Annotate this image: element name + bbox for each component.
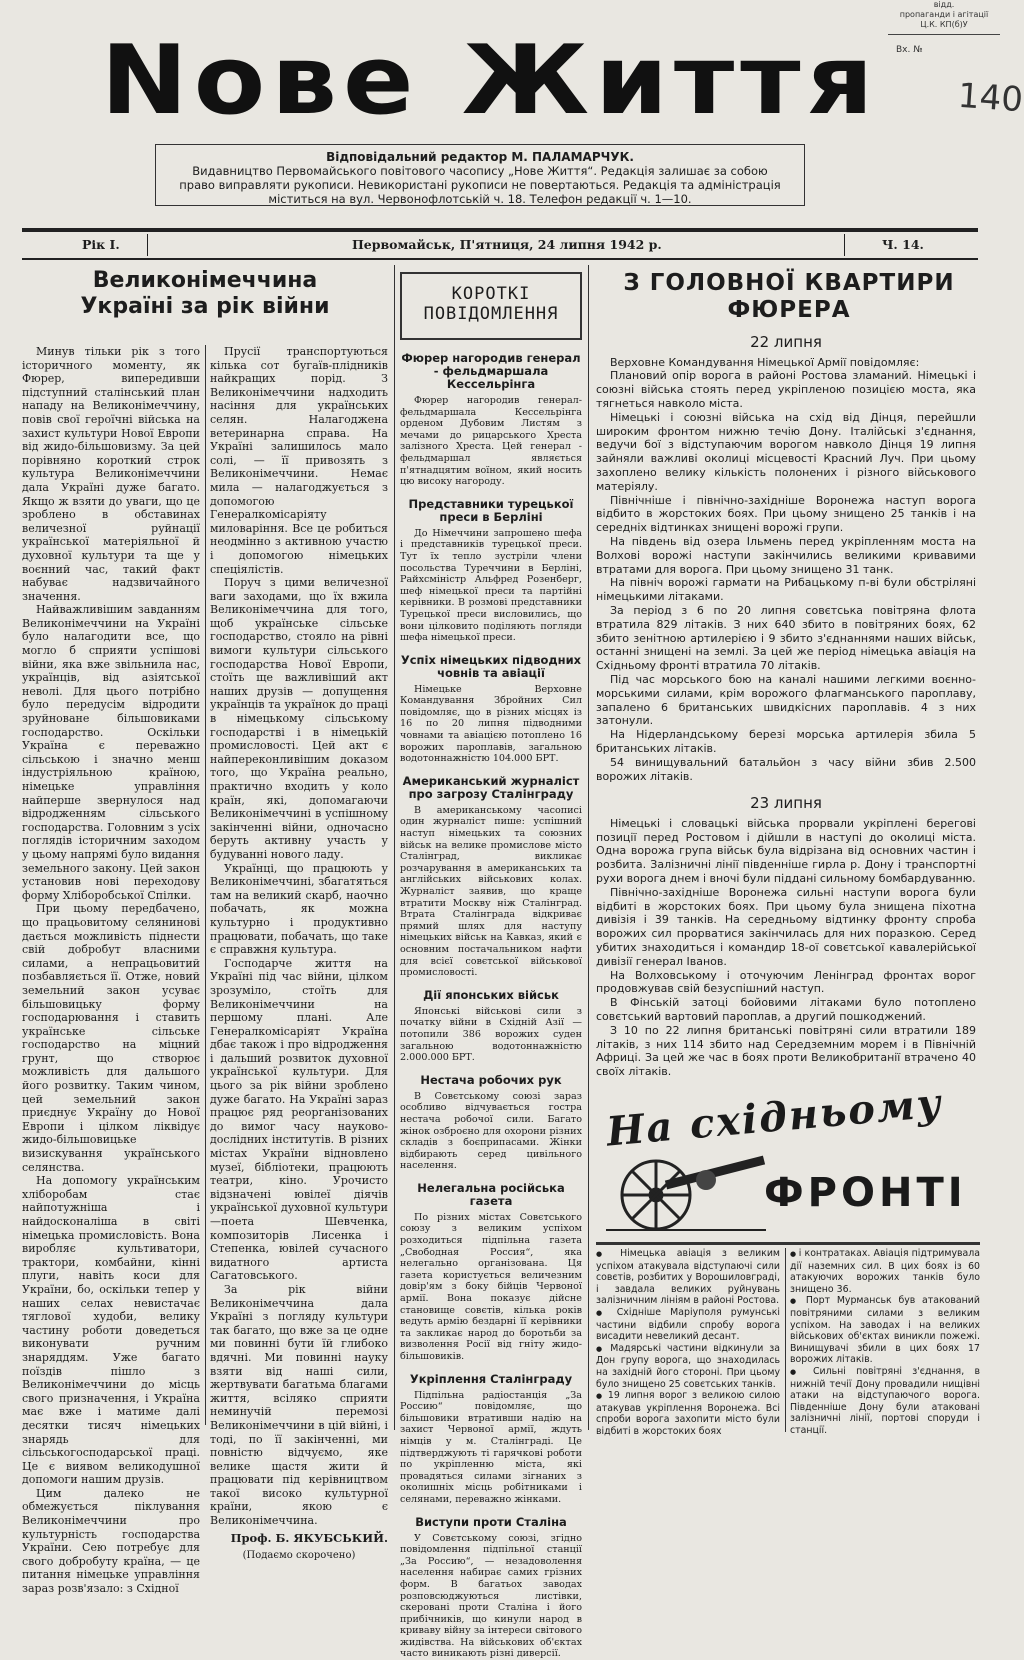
report-paragraph: Верховне Командування Німецької Армії повідомляє: xyxy=(610,355,920,369)
imprint-line: міститься на вул. Червонофлотській ч. 18. Телефон редакції ч. 1—10. xyxy=(268,192,692,206)
report-paragraph: 54 винищувальний батальйон з часу війни збив 2.500 ворожих літаків. xyxy=(596,755,976,783)
divider xyxy=(147,234,148,256)
handwritten-number: 140 xyxy=(956,75,1024,121)
article-column-1 xyxy=(22,345,200,1596)
article-header xyxy=(22,268,388,338)
article-paragraph: Цим далеко не обмежується піклування Великонімеччини про культурність господарства України. Сею потребує для свого добробуту країна, — це питання німецьке управління зараз розв'язало: з Східної xyxy=(22,1486,200,1596)
east-front-title: На східньому xyxy=(604,1079,945,1156)
imprint-line: право виправляти рукописи. Невикористані рукописи не повертаються. Редакція та адміністрація xyxy=(179,178,781,192)
east-front-item: ● Німецька авіація з великим успіхом атакувала відступаючі сили совєтів, розбитих у Ворошиловграді, і завдала великих руйнувань залізничним лініям в районі Ростова. xyxy=(596,1248,780,1307)
issue-info-bar xyxy=(22,232,978,258)
article-column-2 xyxy=(210,345,388,1562)
article-paragraph: Прусії транспортуються кілька сот бугаїв-плідників найкращих порід. З Великонімеччини надходить насіння для українських селян. Налагоджена ветеринарна справа. На Україні залишилось мало солі, — її привозять з Великонімеччини. Немає мила — налагоджується з допомогою Генералкомісаріяту миловаріння. Все це робиться неодмінно з активною участю і допомогою німецьких спеціялістів. xyxy=(210,345,388,576)
column-divider xyxy=(588,265,589,1430)
article-paragraph: За рік війни Великонімеччина дала Україні з погляду культури так багато, що вже за це одне ми повинні бути їй глибоко вдячні. Ми повинні науку взяти від наші сили, жертвувати багатьма благами життя, всіляко сприяти неминучій перемозі Великонімеччини в цій війні, і тоді, по її закінченні, ми повністю відчуємо, яке велике щастя жити й працювати під керівництвом такої високо культурної країни, якою є Великонімеччина. xyxy=(210,1282,388,1528)
report-paragraph: З 10 по 22 липня британські повітряні сили втратили 189 літаків, з них 114 збито над Середземним морем і в Північній Африці. За цей же час в боях проти Великобританії втрачено 40 своїх літаків. xyxy=(596,1023,976,1079)
column-divider xyxy=(205,345,206,1425)
east-front-rule xyxy=(596,1242,980,1245)
report-date: 23 липня xyxy=(750,794,822,813)
report-paragraph: За період з 6 по 20 липня совєтська повітряна флота втратила 829 літаків. З них 640 збито в повітряних боях, 62 збито зенітною артилерією і 9 збито з'єднаннями наших військ, останні знищені на землі. За цей же період німецька авіація на Східньому фронті втратила 70 літаків. xyxy=(596,603,976,673)
article-paragraph: Минув тільки рік з того історичного моменту, як Фюрер, випередивши підступний сталінський план нападу на Великонімеччину, повів свої героїчні війська на захист культури Нової Европи від жидо-більшовизму. За цей порівняно короткий строк культура Великонімеччини дала Україні дуже багато. Якщо ж взяти до уваги, що це зроблено в обставинах величезної руйнації української матеріяльної й духовної культури та ще у воєнний час, такий факт набуває надзвичайного значення. xyxy=(22,345,200,603)
brief-headline: Виступи проти Сталіна xyxy=(415,1514,567,1529)
issue-date: Первомайськ, П'ятниця, 24 липня 1942 р. xyxy=(352,237,662,252)
brief-headline: Дії японських військ xyxy=(423,987,559,1002)
east-front-item: ● і контратаках. Авіація підтримувала дії наземних сил. В цих боях із 60 атакуючих ворожих танків було знищено 36. xyxy=(790,1248,980,1295)
east-front-column-1 xyxy=(596,1248,780,1437)
editor-line: Відповідальний редактор М. ПАЛАМАРЧУК. xyxy=(326,150,634,164)
brief-headline: Нелегальна російська газета xyxy=(417,1180,565,1208)
briefs-column xyxy=(400,342,582,1660)
header-rule xyxy=(22,258,978,260)
brief-headline: Фюрер нагородив генерал - фельдмаршала Кессельрінга xyxy=(401,351,581,391)
article-paragraph: При цьому передбачено, що працьовитому селянинові дається можливість піднести свій добробут власними силами, а непрацьовитий позбавляється її. Отже, новий земельний закон усуває більшовицьку форму господарювання і ставить українське сільське господарство на міцний грунт, що створює можливість для дальшого його розвитку. Таким чином, цей земельний закон приєднує Україну до Нової Европи і цілком ліквідує жидо-більшовицьке визискування українського селянства. xyxy=(22,902,200,1174)
column-divider xyxy=(785,1248,786,1432)
brief-headline: Нестача робочих рук xyxy=(420,1072,562,1087)
east-front-illustration xyxy=(596,1079,980,1240)
brief-text: Підпільна радіостанція „За Россию“ повідомляє, що більшовики втративши надію на захист Червоної армії, ждуть німців у м. Сталінграді. Це підтверджують ті гарячкові роботи по укріпленню міста, які провадяться силами зігнаних з околишніх місць робітниками і селянами, переважно жінками. xyxy=(400,1389,582,1505)
article-signature: Проф. Б. ЯКУБСЬКИЙ. xyxy=(230,1530,388,1545)
briefs-header-box xyxy=(400,272,582,340)
brief-text: До Німеччини запрошено шефа і представників турецької преси. Тут їх тепло зустріли члени посольства Туреччини в Берліні, Райхсміністр Альфред Розенберг, шеф німецької преси та партійні керівники. В розмові представники Турецької преси висловились, що вони цілковито поділяють погляди шефа німецької преси. xyxy=(400,527,582,644)
report-paragraph: Під час морського бою на каналі нашими легкими воєнно-морськими силами, крім ворожого флагманського пароплаву, запалено 6 британських швидкісних пароплавів. 4 з них затонули. xyxy=(596,672,976,728)
report-date: 22 липня xyxy=(750,333,822,351)
fuhrer-report-column xyxy=(596,332,976,1092)
incoming-number-label: Вх. № xyxy=(896,45,923,55)
brief-headline: Укріплення Сталінграду xyxy=(409,1371,573,1386)
fuhrer-report-title xyxy=(594,270,984,324)
masthead-title: Nове Життя xyxy=(100,23,880,137)
fuhrer-title-line: ФЮРЕРА xyxy=(727,297,851,323)
brief-headline: Успіх німецьких підводних човнів та авіації xyxy=(400,652,582,680)
report-paragraph: На південь від озера Ільмень перед укріпленням моста на Волхові ворожі наступи закінчились великими кривавими втратами для ворога. При цьому знищено 31 танк. xyxy=(596,534,976,576)
brief-headline: Американський журналіст про загрозу Сталінграду xyxy=(402,773,580,801)
imprint-box xyxy=(155,144,805,206)
article-paragraph: Господарче життя на Україні під час війни, цілком зрозуміло, стоїть для Великонімеччини на першому плані. Але Генералкомісаріят Україна дбає також і про відродження і дальший розвиток духовної української культури. Для цього за рік війни зроблено дуже багато. На Україні зараз працює ряд реорганізованих до вимог часу науково-дослідних інститутів. В різних містах України відновлено музеї, бібліотеки, працюють театри, кіно. Урочисто відзначені ювілеї діячів української духовної культури—поета Шевченка, композиторів Лисенка і Степенка, ювілей сучасного видатного артиста Сагатовського. xyxy=(210,956,388,1283)
report-paragraph: На північ ворожі гармати на Рибацькому п-ві були обстріляні німецькими літаками. xyxy=(596,576,976,604)
report-paragraph: На Нідерландському березі морська артилерія збила 5 британських літаків. xyxy=(596,728,976,755)
report-paragraph: Північніше і північно-західніше Воронежа наступ ворога відбито в жорстоких боях. При цьому знищено 25 танків і на середніх відтинках знищені ворожі групи. xyxy=(596,493,976,535)
briefs-title: КОРОТКІ ПОВІДОМЛЕННЯ xyxy=(423,284,559,324)
report-paragraph: В Фінській затоці бойовими літаками було потоплено совєтський вартовий пароплав, а другий пошкоджений. xyxy=(596,996,976,1024)
east-front-item: ● Сильні повітряні з'єднання, в нижній течії Дону провадили нищівні атаки на відступаючого ворога. Південніше Дону були атаковані залізничні лінії, портові споруди і станції. xyxy=(790,1366,980,1437)
east-front-column-2 xyxy=(790,1248,980,1436)
east-front-item: ● Порт Мурманськ був атакований повітряними силами з великим успіхом. На заводах і на великих військових об'єктах виникли пожежі. Винищувачі збили в цих боях 17 ворожих літаків. xyxy=(790,1295,980,1366)
report-paragraph: Плановий опір ворога в районі Ростова зламаний. Німецькі і союзні війська стоять перед укріпленою позицією моста, яка тягнеться навколо міста. xyxy=(596,369,976,410)
east-front-title: ФРОНТІ xyxy=(764,1170,967,1216)
brief-text: У Совєтському союзі, згідно повідомлення підпільної станції „За Россию“, — незадоволення населення набирає самих грізних форм. В багатьох заводах розповсюджуються листівки, скеровані проти Сталіна і його прибічників, що кинули народ в криваву війну за інтереси світового жидівства. На військових об'єктах часто виникають різні диверсії. xyxy=(400,1532,582,1660)
article-paragraph: Поруч з цими величезної ваги заходами, що їх вжила Великонімеччина для того, щоб українське сільське господарство, стояло на рівні вимоги культури сільського господарства Нової Европи, стоїть ще важливіший акт наших друзів — допущення українців та українок до праці в німецькому сільському господарстві і в німецькій промисловості. Цей акт є найпереконливішим доказом того, що Україна реально, практично входить у коло країн, які, допомагаючи Великонімеччині в успішному закінченні війни, одночасно беруть активну участь у будуванні нового ладу. xyxy=(210,576,388,861)
brief-text: Фюрер нагородив генерал-фельдмаршала Кессельрінга орденом Дубовим Листям з мечами до рицарського Хреста залізного Хреста. Цей генерал - фельдмаршал являється п'ятнадцятим воїном, який носить цю високу нагороду. xyxy=(400,395,582,488)
report-paragraph: Німецькі і словацькі війська прорвали укріплені берегові позиції перед Ростовом і дійшли в наступі до околиці міста. Одна ворожа група військ була відрізана від основних частин і розбита. Залізничні лінії південніше гирла р. Дону і транспортні рухи ворога днем і вночі були піддані сильному бомбардуванню. xyxy=(596,816,976,886)
archive-stamp: відд. пропаганди і агітації Ц.К. КП(б)У xyxy=(888,0,1000,35)
article-note: (Подаємо скорочено) xyxy=(242,1550,356,1562)
east-front-item: ● Мадярські частини відкинули за Дон групу ворога, що знаходилась на західній його стороні. При цьому було знищено 25 совєтських танків. xyxy=(596,1343,780,1390)
report-paragraph: На Волховському і оточуючим Ленінград фронтах ворог продовжував свій безуспішний наступ. xyxy=(596,968,976,996)
east-front-item: ● Східніше Маріуполя румунські частини відбили спробу ворога висадити невеликий десант. xyxy=(596,1307,780,1343)
brief-text: В американському часописі один журналіст пише: успішний наступ німецьких та союзних військ на велике промислове місто Сталінград, викликає розчарування в американських та англійських військових колах. Журналіст заявив, що краще втратити Москву ніж Сталінград. Втрата Сталінграда відкриває прямий шлях для наступу німецьких військ на Кавказ, який є основним постачальником нафти для всієї совєтської військової промисловості. xyxy=(400,804,582,979)
article-paragraph: На допомогу українським хліборобам стає найпотужніша і найдосконаліша в світі німецька промисловість. Вона виробляє культиватори, трактори, комбайни, кінні плуги, навіть коси для України, бо, оскільки тепер у наших селах невистачає тяглової худоби, велику частину роботи доведеться виконувати ручним знаряддям. Уже багато поїздів пішло з Великонімеччини до місць свого призначення, і Україна має вже і матиме далі десятки тисяч німецьких знарядь для сільськогосподарської праці. Це є виявом великодушної допомоги нашим друзів. xyxy=(22,1174,200,1487)
article-paragraph: Найважливішим завданням Великонімеччини на Україні було налагодити все, що могло б сприяти успішові війни, яка вже звільнила нас, українців, від азіятської неволі. Для цього потрібно було передусім відродити зруйноване більшовиками господарство. Оскільки Україна є переважно сільською і значно менш індустріяльною країною, німецьке управління найперше звернулося над відродженням сільського господарства. Головним з усіх поглядів історичним заходом у цьому напрямі було видання земельного закону. Цей закон установив нові переходову форму Хліборобської Спілки. xyxy=(22,603,200,902)
issue-year: Рік I. xyxy=(82,237,120,252)
issue-number: Ч. 14. xyxy=(882,237,924,252)
divider xyxy=(844,234,845,256)
fuhrer-title-line: З ГОЛОВНОЇ КВАРТИРИ xyxy=(623,270,955,296)
brief-text: По різних містах Совєтського союзу з великим успіхом розходиться підпільна газета „Свободная Россия“, яка нелегально організована. Ця газета користується величезним довір'ям з боку бійців Червоної армії. Вона показує дійсне становище совєтів, кілька років ведуть армію бездарні її керівники та закликає народ до боротьби за визволення Росії від гніту жидо-більшовиків. xyxy=(400,1211,582,1362)
brief-text: Німецьке Верховне Командування Збройних Сил повідомляє, що в різних місцях із 16 по 20 липня підводними човнами та авіацією потоплено 16 ворожих пароплавів, загальною водотоннажністю 104.000 БРТ. xyxy=(400,683,582,765)
brief-text: В Совєтському союзі зараз особливо відчувається гостра нестача робочої сили. Багато жінок озброєно для охорони різних складів з боєприпасами. Жінки відбирають серед цивільного населення. xyxy=(400,1090,582,1172)
report-paragraph: Північно-західніше Воронежа сильні наступи ворога були відбиті в жорстоких боях. При цьому була знищена піхотна дивізія і 39 танків. На середньому відтинку фронту спроба ворожих сил прорватися закінчилась для них поразкою. Серед убитих знаходиться і командир 18-ої совєтської кавалерійської дивізії генерал Іванов. xyxy=(596,885,976,968)
east-front-item: ● 19 липня ворог з великою силою атакував укріплення Воронежа. Всі спроби ворога захопити місто були відбиті в жорстоких боях xyxy=(596,1390,780,1437)
article-title: Великонімеччина Україні за рік війни xyxy=(80,268,330,319)
column-divider xyxy=(394,265,395,1430)
article-paragraph: Українці, що працюють у Великонімеччині, збагатяться там на великий скарб, наочно побачать, як можна культурно і продуктивно працювати, побачать, що таке є справжня культура. xyxy=(210,861,388,957)
brief-headline: Представники турецької преси в Берліні xyxy=(408,496,574,524)
imprint-line: Видавництво Первомайського повітового часопису „Нове Життя“. Редакція залишає за собою xyxy=(192,164,768,178)
report-paragraph: Німецькі і союзні війська на схід від Дінця, перейшли широким фронтом нижню течію Дону. Італійські з'єднання, ведучи бої з відступаючим ворогом навколо Дінця 19 липня зайняли важливі околиці місцевості Красний Луч. При цьому захоплено велику кількість полонених і різного військового матеріялу. xyxy=(596,410,976,493)
brief-text: Японські військові сили з початку війни в Східній Азії — потопили 386 ворожих суден загальною водотоннажністю 2.000.000 БРТ. xyxy=(400,1005,582,1064)
